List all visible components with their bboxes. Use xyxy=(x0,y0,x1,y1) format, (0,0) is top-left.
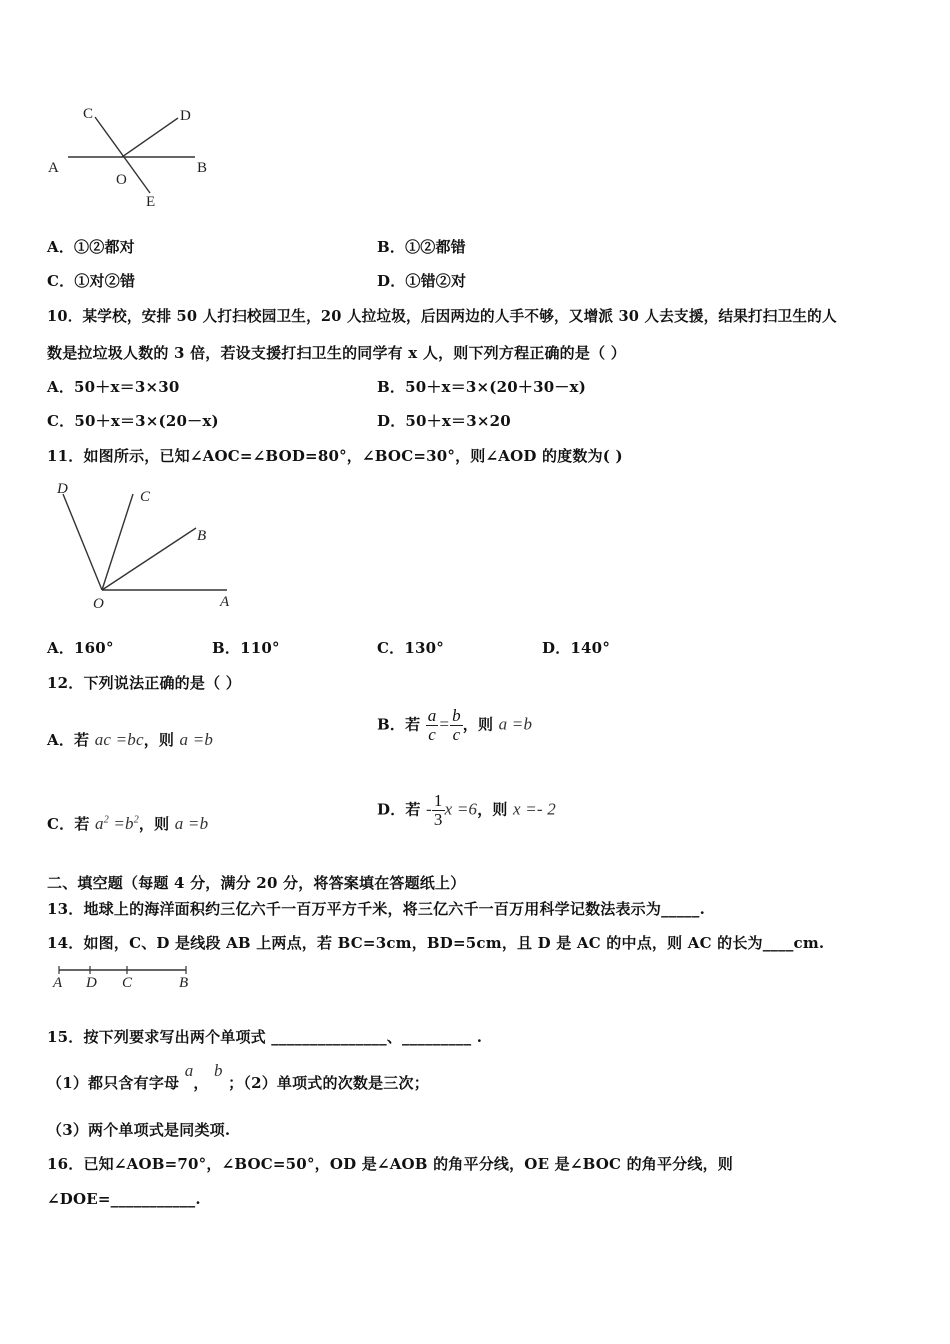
q12-d-fraction xyxy=(432,792,445,829)
q11-stem: 11．如图所示，已知∠AOC=∠BOD=80°，∠BOC=30°，则∠AOD 的度数为( ) xyxy=(47,447,623,465)
q10-stem-line2: 数是拉垃圾人数的 3 倍，若设支援打扫卫生的同学有 x 人，则下列方程正确的是（ ） xyxy=(47,344,626,362)
q9-figure xyxy=(40,100,230,215)
ray-ob xyxy=(102,528,196,590)
q9-option-b: B．①②都错 xyxy=(377,238,466,256)
q11-figure xyxy=(45,478,245,613)
q12-d-minus: - xyxy=(426,799,432,819)
q11-option-a: A．160° xyxy=(47,639,114,657)
q12-b-then: ，则 xyxy=(462,715,494,734)
q12-a-then: ，则 xyxy=(143,731,175,749)
q15-cond1-text: （1）都只含有字母 xyxy=(47,1074,180,1092)
q12-c-base1: a xyxy=(94,814,104,833)
label-d: D xyxy=(180,108,191,124)
q12-b-prefix: B．若 xyxy=(377,715,421,734)
q15-comma: ， xyxy=(193,1074,209,1092)
label-b: B xyxy=(179,975,189,991)
q12-b-result: a =b xyxy=(498,714,533,734)
ray-oc xyxy=(102,494,133,590)
q13-stem: 13．地球上的海洋面积约三亿六千一百万平方千米，将三亿六千一百万用科学记数法表示为_____. xyxy=(47,900,706,918)
q15-stem: 15．按下列要求写出两个单项式 _______________、_________ . xyxy=(47,1028,483,1046)
q12-b-fraction-2 xyxy=(450,707,463,744)
q12-b-den2: c xyxy=(452,725,461,744)
q12-option-c xyxy=(47,813,208,834)
q12-a-condition: ac =bc xyxy=(94,730,144,749)
q10-option-c: C．50＋x＝3×(20－x) xyxy=(47,412,219,430)
section-2-heading: 二、填空题（每题 4 分，满分 20 分，将答案填在答题纸上） xyxy=(47,874,466,892)
q12-option-d xyxy=(377,792,556,829)
label-b: B xyxy=(197,160,208,176)
q14-figure xyxy=(48,962,198,992)
q12-c-prefix: C．若 xyxy=(47,815,90,833)
q12-b-eq: = xyxy=(438,714,451,734)
ray-od xyxy=(63,494,102,590)
q12-d-expr: x =6 xyxy=(444,799,478,819)
q16-stem-line1: 16．已知∠AOB=70°，∠BOC=50°，OD 是∠AOB 的角平分线，OE 是∠BOC 的角平分线，则 xyxy=(47,1155,733,1173)
q12-b-num2: b xyxy=(452,706,461,725)
q12-d-result: x =- 2 xyxy=(513,799,556,819)
q12-option-a xyxy=(47,729,213,750)
q12-a-result: a =b xyxy=(179,730,214,749)
q12-d-den: 3 xyxy=(433,810,443,829)
label-b: B xyxy=(197,528,207,544)
q16-stem-line2: ∠DOE=___________. xyxy=(47,1190,201,1208)
q12-c-exp2: 2 xyxy=(133,814,139,826)
q10-option-d: D．50＋x＝3×20 xyxy=(377,412,511,430)
q15-cond2-text: ；（2）单项式的次数是三次； xyxy=(228,1074,429,1092)
q11-option-b: B．110° xyxy=(212,639,280,657)
q12-d-prefix: D．若 xyxy=(377,800,421,819)
q12-option-b xyxy=(377,707,532,744)
q12-a-prefix: A．若 xyxy=(47,731,90,749)
label-a: A xyxy=(220,594,230,610)
label-o: O xyxy=(116,172,127,188)
label-a: A xyxy=(53,975,63,991)
q11-option-c: C．130° xyxy=(377,639,444,657)
q10-stem-line1: 10．某学校，安排 50 人打扫校园卫生，20 人拉垃圾，后因两边的人手不够，又增派 30 人去支援，结果打扫卫生的人 xyxy=(47,308,837,325)
label-d: D xyxy=(86,975,97,991)
label-a: A xyxy=(48,160,59,176)
q12-c-result: a =b xyxy=(174,814,209,833)
label-c: C xyxy=(83,106,94,122)
q12-d-num: 1 xyxy=(433,791,443,810)
label-o: O xyxy=(93,596,104,612)
q12-d-then: ，则 xyxy=(477,800,508,819)
q12-b-fraction-1 xyxy=(426,707,439,744)
q12-b-den1: c xyxy=(428,725,436,744)
q9-option-c: C．①对②错 xyxy=(47,272,136,290)
q12-c-eq: =b xyxy=(108,814,134,833)
label-c: C xyxy=(122,975,133,991)
q12-c-exp1: 2 xyxy=(103,814,109,826)
q15-var-b: b xyxy=(214,1061,223,1080)
label-c: C xyxy=(140,489,151,505)
q11-option-d: D．140° xyxy=(542,639,611,657)
q15-condition-3: （3）两个单项式是同类项. xyxy=(47,1121,231,1139)
label-d: D xyxy=(57,481,68,497)
q12-stem: 12．下列说法正确的是（ ） xyxy=(47,674,241,692)
ray-od xyxy=(122,118,178,157)
q9-option-a: A．①②都对 xyxy=(47,238,135,256)
q10-option-b: B．50＋x＝3×(20＋30－x) xyxy=(377,378,586,396)
q15-condition-1-2 xyxy=(47,1061,429,1093)
q10-option-a: A．50＋x＝3×30 xyxy=(47,378,180,396)
q14-stem: 14．如图，C、D 是线段 AB 上两点，若 BC=3cm，BD=5cm，且 D 是 AC 的中点，则 AC 的长为____cm. xyxy=(47,934,825,952)
q15-var-a: a xyxy=(184,1061,194,1080)
q12-c-then: ，则 xyxy=(138,815,170,833)
q12-c-condition xyxy=(95,814,139,833)
q12-b-num1: a xyxy=(427,706,437,725)
q9-option-d: D．①错②对 xyxy=(377,272,467,290)
label-e: E xyxy=(146,194,156,210)
